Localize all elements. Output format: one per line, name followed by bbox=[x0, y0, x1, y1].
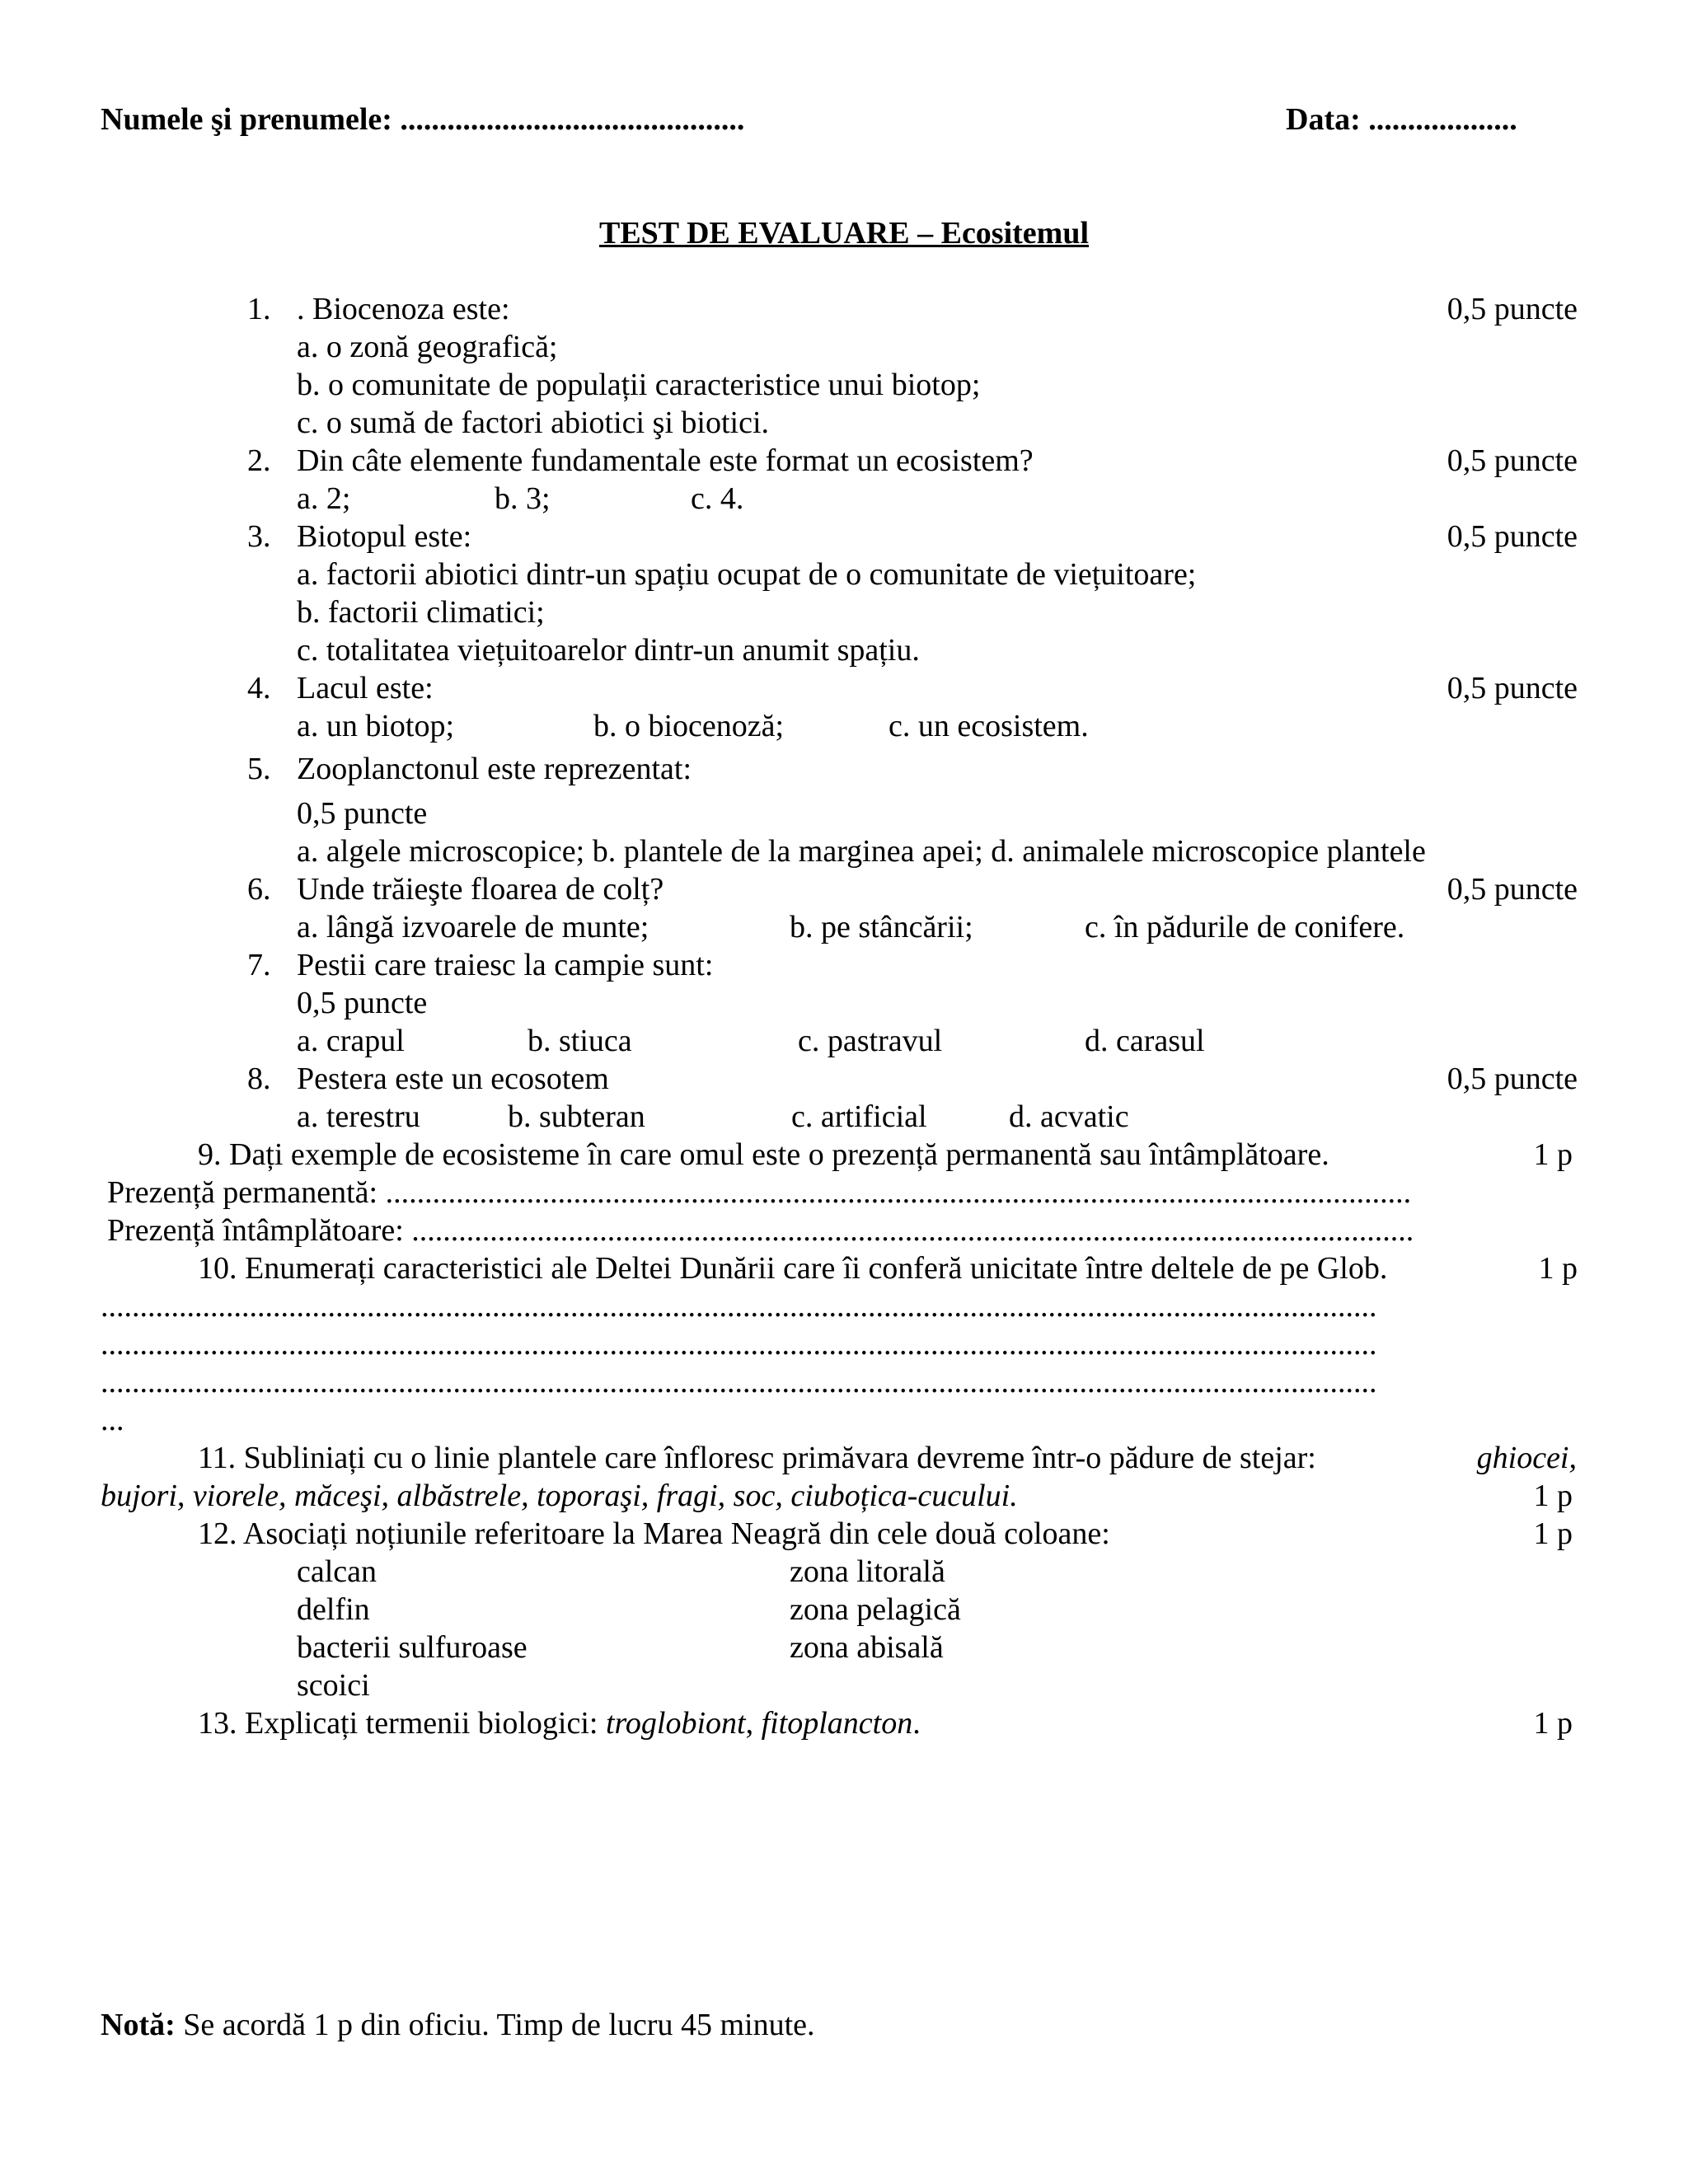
q5-number: 5. bbox=[247, 752, 271, 786]
name-label: Numele şi prenumele: bbox=[101, 102, 392, 137]
q12-right-item: zona litorală bbox=[790, 1554, 945, 1589]
q3-points: 0,5 puncte bbox=[1447, 519, 1578, 554]
q9-points: 1 p bbox=[1533, 1137, 1573, 1172]
q12-left-item: scoici bbox=[297, 1668, 370, 1703]
q2-option-c: c. 4. bbox=[691, 481, 744, 516]
q12-left-item: delfin bbox=[297, 1592, 370, 1627]
q5-text: Zooplanctonul este reprezentat: bbox=[297, 752, 692, 786]
q10-answer-line-1: ................................................................................................................................................................... bbox=[101, 1289, 1377, 1324]
q6-option-a: a. lângă izvoarele de munte; bbox=[297, 910, 649, 944]
q12-right-item: zona pelagică bbox=[790, 1592, 961, 1627]
q8-points: 0,5 puncte bbox=[1447, 1062, 1578, 1096]
note-text: Se acordă 1 p din oficiu. Timp de lucru 45 minute. bbox=[175, 2008, 815, 2042]
q2-option-a: a. 2; bbox=[297, 481, 351, 516]
q12-text: 12. Asociați noțiunile referitoare la Marea Neagră din cele două coloane: bbox=[198, 1516, 1110, 1551]
q11-plants-list: bujori, viorele, măceşi, albăstrele, toporaşi, fragi, soc, ciuboțica-cucului. bbox=[101, 1479, 1018, 1513]
q13-term-2: fitoplancton bbox=[761, 1706, 913, 1741]
q7-option-c: c. pastravul bbox=[798, 1024, 943, 1058]
q9-line-occasional: Prezență întâmplătoare: ................................................................................................................................ bbox=[107, 1213, 1414, 1248]
q5-points: 0,5 puncte bbox=[297, 796, 428, 831]
q8-text: Pestera este un ecosotem bbox=[297, 1062, 609, 1096]
q4-option-c: c. un ecosistem. bbox=[889, 709, 1089, 743]
q13-points: 1 p bbox=[1533, 1706, 1573, 1741]
q6-option-b: b. pe stâncării; bbox=[790, 910, 973, 944]
q10-answer-line-4: ... bbox=[101, 1403, 124, 1437]
q8-option-d: d. acvatic bbox=[1009, 1099, 1129, 1134]
q8-option-c: c. artificial bbox=[791, 1099, 927, 1134]
q13-line bbox=[198, 1704, 921, 1742]
q6-option-c: c. în pădurile de conifere. bbox=[1085, 910, 1405, 944]
q12-left-item: calcan bbox=[297, 1554, 377, 1589]
q4-option-a: a. un biotop; bbox=[297, 709, 455, 743]
footer-note bbox=[101, 2006, 815, 2044]
q1-option-c: c. o sumă de factori abiotici şi biotici. bbox=[297, 405, 770, 440]
q2-text: Din câte elemente fundamentale este format un ecosistem? bbox=[297, 443, 1034, 478]
q2-option-b: b. 3; bbox=[495, 481, 551, 516]
q13-text: 13. Explicați termenii biologici: bbox=[198, 1706, 598, 1741]
q12-right-item: zona abisală bbox=[790, 1630, 944, 1665]
date-field bbox=[1286, 101, 1517, 138]
date-label: Data: bbox=[1286, 102, 1361, 137]
q2-points: 0,5 puncte bbox=[1447, 443, 1578, 478]
q1-text: . Biocenoza este: bbox=[297, 292, 510, 326]
q8-option-a: a. terestru bbox=[297, 1099, 420, 1134]
q10-answer-line-2: ................................................................................................................................................................... bbox=[101, 1327, 1377, 1361]
q4-number: 4. bbox=[247, 671, 271, 705]
q3-option-a: a. factorii abiotici dintr-un spațiu ocupat de o comunitate de viețuitoare; bbox=[297, 557, 1197, 592]
q9-line-permanent: Prezență permanentă: ................................................................................................................................... bbox=[107, 1175, 1412, 1210]
q10-answer-line-3: ................................................................................................................................................................... bbox=[101, 1365, 1377, 1399]
q6-text: Unde trăieşte floarea de colț? bbox=[297, 872, 664, 907]
q7-option-d: d. carasul bbox=[1085, 1024, 1205, 1058]
q3-option-c: c. totalitatea viețuitoarelor dintr-un anumit spațiu. bbox=[297, 633, 920, 668]
q12-left-item: bacterii sulfuroase bbox=[297, 1630, 528, 1665]
q4-option-b: b. o biocenoză; bbox=[593, 709, 785, 743]
q9-text: 9. Dați exemple de ecosisteme în care omul este o prezență permanentă sau întâmplătoare. bbox=[198, 1137, 1329, 1172]
q8-number: 8. bbox=[247, 1062, 271, 1096]
q4-text: Lacul este: bbox=[297, 671, 434, 705]
q11-text: 11. Subliniați cu o linie plantele care înfloresc primăvara devreme într-o pădure de stejar: bbox=[198, 1441, 1316, 1475]
q7-option-b: b. stiuca bbox=[528, 1024, 632, 1058]
name-field bbox=[101, 101, 744, 138]
q1-option-a: a. o zonă geografică; bbox=[297, 330, 558, 364]
q5-options: a. algele microscopice; b. plantele de la marginea apei; d. animalele microscopice plantele bbox=[297, 834, 1426, 869]
page-title: TEST DE EVALUARE – Ecositemul bbox=[598, 216, 1090, 251]
q7-text: Pestii care traiesc la campie sunt: bbox=[297, 948, 714, 982]
q13-term-1: troglobiont bbox=[605, 1706, 746, 1741]
note-label: Notă: bbox=[101, 2008, 176, 2042]
q4-points: 0,5 puncte bbox=[1447, 671, 1578, 705]
q11-plants-rest bbox=[101, 1477, 1018, 1515]
q13-separator: , bbox=[745, 1706, 754, 1741]
q11-line-1 bbox=[198, 1439, 1577, 1477]
q3-number: 3. bbox=[247, 519, 271, 554]
date-dots: ................... bbox=[1368, 102, 1517, 137]
q1-points: 0,5 puncte bbox=[1447, 292, 1578, 326]
q11-points: 1 p bbox=[1533, 1479, 1573, 1513]
q13-end: . bbox=[912, 1706, 921, 1741]
q6-number: 6. bbox=[247, 872, 271, 907]
q10-points: 1 p bbox=[1538, 1251, 1578, 1286]
q7-option-a: a. crapul bbox=[297, 1024, 405, 1058]
q10-text: 10. Enumerați caracteristici ale Deltei Dunării care îi conferă unicitate între deltele de pe Glob. bbox=[198, 1251, 1388, 1286]
q12-points: 1 p bbox=[1533, 1516, 1573, 1551]
q7-number: 7. bbox=[247, 948, 271, 982]
q3-option-b: b. factorii climatici; bbox=[297, 595, 545, 630]
q1-option-b: b. o comunitate de populații caracteristice unui biotop; bbox=[297, 368, 981, 402]
q7-points: 0,5 puncte bbox=[297, 986, 428, 1020]
q8-option-b: b. subteran bbox=[508, 1099, 645, 1134]
q2-number: 2. bbox=[247, 443, 271, 478]
q1-number: 1. bbox=[247, 292, 271, 326]
q6-points: 0,5 puncte bbox=[1447, 872, 1578, 907]
name-dots: ............................................ bbox=[400, 102, 745, 137]
q11-plants-first: ghiocei, bbox=[1476, 1441, 1577, 1475]
q3-text: Biotopul este: bbox=[297, 519, 472, 554]
